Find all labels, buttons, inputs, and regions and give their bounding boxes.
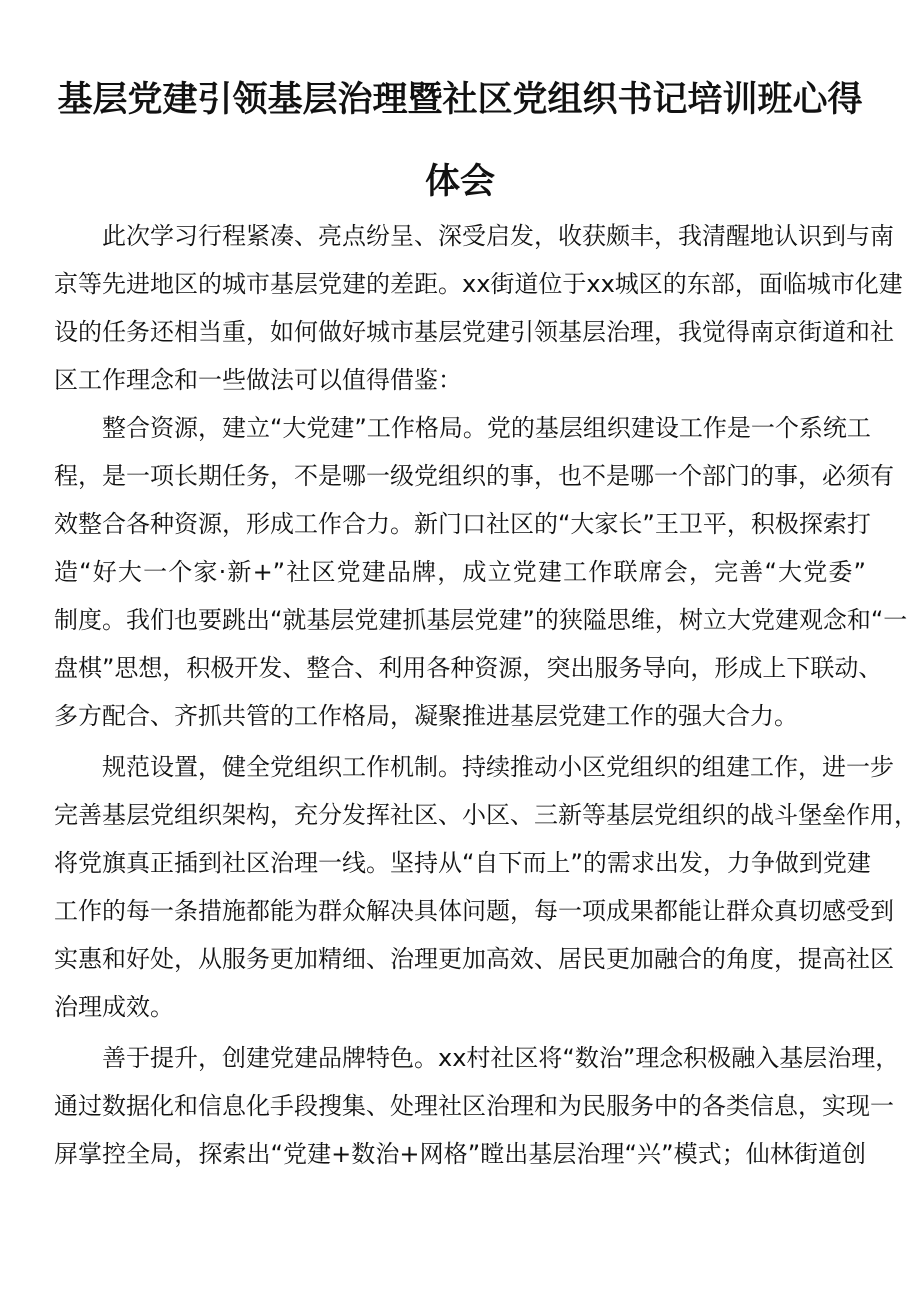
paragraph-3-line: 将党旗真正插到社区治理一线。坚持从“自下而上”的需求出发，力争做到党建: [54, 849, 871, 877]
document-title-line-1: 基层党建引领基层治理暨社区党组织书记培训班心得: [57, 80, 863, 120]
paragraph-3-line: 完善基层党组织架构，充分发挥社区、小区、三新等基层党组织的战斗堡垒作用，: [54, 801, 918, 829]
paragraph-4-line: 通过数据化和信息化手段搜集、处理社区治理和为民服务中的各类信息，实现一: [54, 1092, 894, 1120]
paragraph-2-line: 程，是一项长期任务，不是哪一级党组织的事，也不是哪一个部门的事，必须有: [54, 462, 894, 490]
paragraph-4-line: 善于提升，创建党建品牌特色。xx村社区将“数治”理念积极融入基层治理，: [102, 1044, 900, 1072]
paragraph-2-line: 效整合各种资源，形成工作合力。新门口社区的“大家长”王卫平，积极探索打: [54, 510, 871, 538]
paragraph-1-line: 此次学习行程紧凑、亮点纷呈、深受启发，收获颇丰，我清醒地认识到与南: [102, 222, 894, 250]
paragraph-2-line: 盘棋”思想，积极开发、整合、利用各种资源，突出服务导向，形成上下联动、: [54, 654, 883, 682]
paragraph-3-line: 规范设置，健全党组织工作机制。持续推动小区党组织的组建工作，进一步: [102, 753, 894, 781]
paragraph-3-line: 治理成效。: [54, 993, 174, 1021]
paragraph-2-line: 造“好大一个家·新+”社区党建品牌，成立党建工作联席会，完善“大党委”: [54, 558, 866, 586]
paragraph-2-line: 多方配合、齐抓共管的工作格局，凝聚推进基层党建工作的强大合力。: [54, 702, 798, 730]
paragraph-4-line: 屏掌控全局，探索出“党建+数治+网格”瞠出基层治理“兴”模式；仙林街道创: [54, 1140, 866, 1168]
document-title-line-2: 体会: [424, 162, 495, 202]
paragraph-2-line: 整合资源，建立“大党建”工作格局。党的基层组织建设工作是一个系统工: [102, 414, 871, 442]
paragraph-1-line: 京等先进地区的城市基层党建的差距。xx街道位于xx城区的东部，面临城市化建: [54, 270, 903, 298]
paragraph-1-line: 区工作理念和一些做法可以值得借鉴：: [54, 366, 462, 394]
paragraph-3-line: 工作的每一条措施都能为群众解决具体问题，每一项成果都能让群众真切感受到: [54, 897, 894, 925]
paragraph-1-line: 设的任务还相当重，如何做好城市基层党建引领基层治理，我觉得南京街道和社: [54, 318, 894, 346]
paragraph-3-line: 实惠和好处，从服务更加精细、治理更加高效、居民更加融合的角度，提高社区: [54, 945, 894, 973]
paragraph-2-line: 制度。我们也要跳出“就基层党建抓基层党建”的狭隘思维，树立大党建观念和“一: [54, 606, 908, 634]
